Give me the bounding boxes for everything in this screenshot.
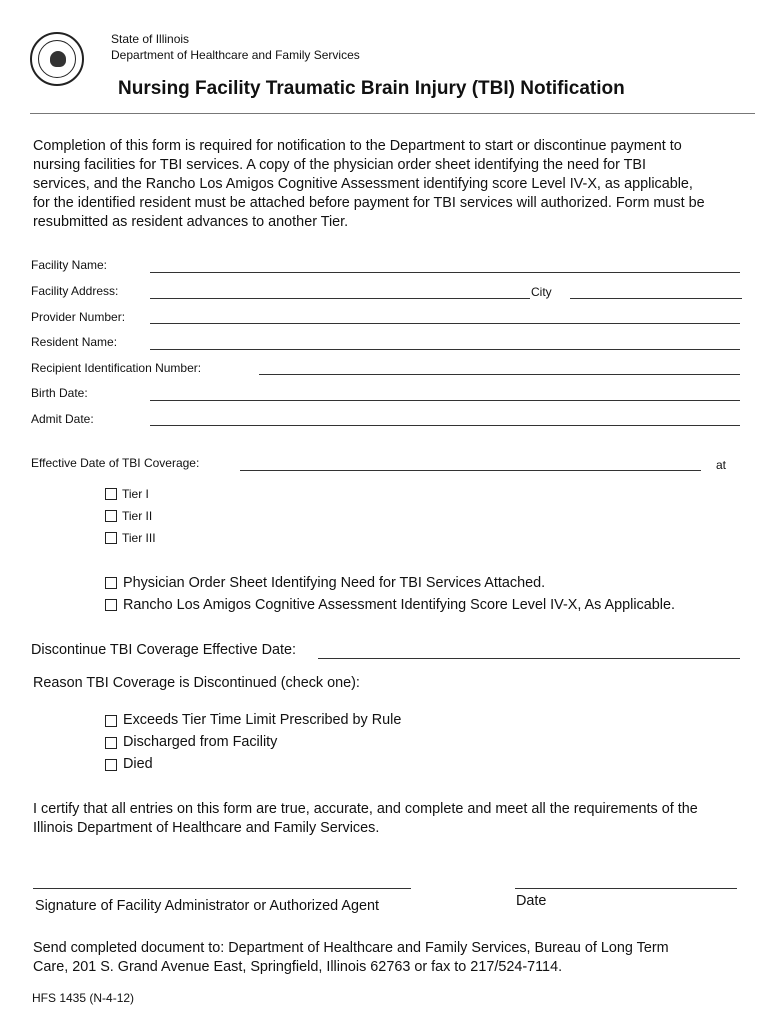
facility-name-field[interactable]	[150, 272, 740, 273]
date-field[interactable]	[515, 888, 737, 889]
send-line: Send completed document to: Department of Healthcare and Family Services, Bureau of Long Term	[33, 940, 669, 956]
intro-line: services, and the Rancho Los Amigos Cognitive Assessment identifying score Level IV-X, as applicable,	[33, 176, 693, 192]
birth-date-field[interactable]	[150, 400, 740, 401]
facility-address-label: Facility Address:	[31, 284, 119, 298]
seal-ring	[38, 40, 76, 78]
resident-name-field[interactable]	[150, 349, 740, 350]
admit-date-label: Admit Date:	[31, 412, 94, 426]
tier-3-checkbox[interactable]	[105, 532, 117, 544]
rancho-assessment-checkbox[interactable]	[105, 599, 117, 611]
signature-label: Signature of Facility Administrator or Authorized Agent	[35, 898, 379, 914]
tier-1-checkbox[interactable]	[105, 488, 117, 500]
city-field[interactable]	[570, 298, 742, 299]
state-name: State of Illinois	[111, 32, 190, 46]
reason-discharged-label: Discharged from Facility	[123, 734, 278, 750]
facility-address-field[interactable]	[150, 298, 530, 299]
title-divider	[30, 113, 755, 114]
certification-statement	[33, 800, 698, 838]
department-name: Department of Healthcare and Family Services	[111, 48, 360, 62]
discontinue-date-label: Discontinue TBI Coverage Effective Date:	[31, 642, 297, 658]
physician-order-label: Physician Order Sheet Identifying Need for TBI Services Attached.	[123, 575, 546, 591]
eagle-icon	[50, 51, 66, 67]
admit-date-field[interactable]	[150, 425, 740, 426]
reason-died-checkbox[interactable]	[105, 759, 117, 771]
send-instructions	[33, 939, 669, 977]
send-line: Care, 201 S. Grand Avenue East, Springfield, Illinois 62763 or fax to 217/524-7114.	[33, 959, 563, 975]
intro-line: for the identified resident must be attached before payment for TBI services will authorized. Form must be	[33, 195, 705, 211]
effective-date-field[interactable]	[240, 470, 701, 471]
tier-3-label: Tier III	[122, 531, 156, 545]
rancho-assessment-label: Rancho Los Amigos Cognitive Assessment Identifying Score Level IV-X, As Applicable.	[123, 597, 675, 613]
signature-field[interactable]	[33, 888, 411, 889]
state-seal-logo	[30, 32, 84, 86]
resident-name-label: Resident Name:	[31, 335, 118, 349]
physician-order-checkbox[interactable]	[105, 577, 117, 589]
certify-line: Illinois Department of Healthcare and Family Services.	[33, 820, 380, 836]
tier-1-label: Tier I	[122, 487, 149, 501]
discontinue-reason-label: Reason TBI Coverage is Discontinued (check one):	[33, 675, 360, 691]
provider-number-label: Provider Number:	[31, 310, 126, 324]
at-label: at	[716, 458, 727, 472]
recipient-id-label: Recipient Identification Number:	[31, 361, 202, 375]
page-title: Nursing Facility Traumatic Brain Injury (TBI) Notification	[118, 78, 625, 99]
facility-name-label: Facility Name:	[31, 258, 108, 272]
reason-exceeds-label: Exceeds Tier Time Limit Prescribed by Rule	[123, 712, 402, 728]
recipient-id-field[interactable]	[259, 374, 740, 375]
reason-died-label: Died	[123, 756, 153, 772]
intro-line: nursing facilities for TBI services. A copy of the physician order sheet identifying the need for TBI	[33, 157, 646, 173]
tier-2-label: Tier II	[122, 509, 153, 523]
city-label: City	[531, 285, 552, 299]
reason-exceeds-checkbox[interactable]	[105, 715, 117, 727]
tier-2-checkbox[interactable]	[105, 510, 117, 522]
intro-paragraph	[33, 137, 705, 232]
intro-line: Completion of this form is required for notification to the Department to start or discontinue payment to	[33, 138, 682, 154]
birth-date-label: Birth Date:	[31, 386, 88, 400]
certify-line: I certify that all entries on this form are true, accurate, and complete and meet all the requirements of the	[33, 801, 698, 817]
effective-date-label: Effective Date of TBI Coverage:	[31, 456, 200, 470]
provider-number-field[interactable]	[150, 323, 740, 324]
date-label: Date	[516, 893, 547, 909]
reason-discharged-checkbox[interactable]	[105, 737, 117, 749]
intro-line: resubmitted as resident advances to another Tier.	[33, 214, 349, 230]
form-id: HFS 1435 (N-4-12)	[32, 991, 135, 1005]
discontinue-date-field[interactable]	[318, 658, 740, 659]
